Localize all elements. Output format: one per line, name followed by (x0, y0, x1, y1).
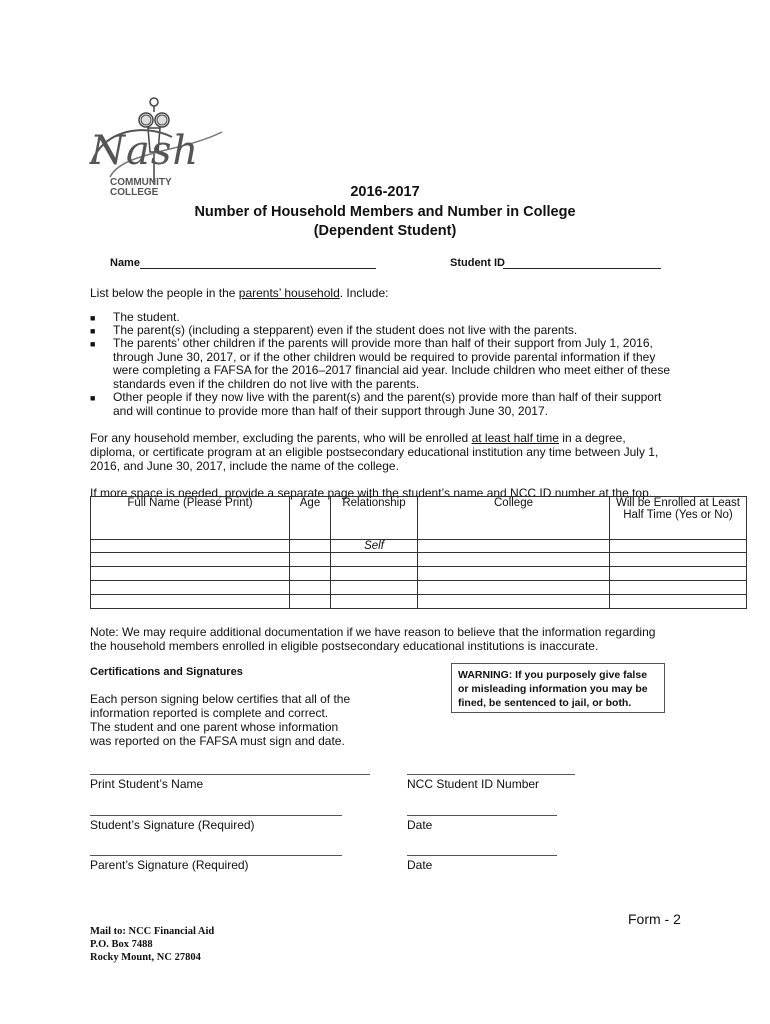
table-cell[interactable] (418, 567, 610, 581)
mail-line-2: P.O. Box 7488 (90, 939, 153, 950)
student-id-label: Student ID (450, 257, 505, 269)
col-header-relationship: Relationship (331, 497, 418, 540)
bullet-icon: ■ (90, 313, 96, 323)
table-cell[interactable] (418, 553, 610, 567)
logo-script-text: Nash (90, 128, 200, 174)
form-title: Number of Household Members and Number in College (194, 204, 576, 220)
table-cell[interactable] (610, 553, 747, 567)
table-cell[interactable] (610, 567, 747, 581)
table-cell[interactable] (418, 540, 610, 553)
bullet-item: The parents’ other children if the parents will provide more than half of their support from July 1, 2016, through June 30, 2017, or if the other children would be required to provide parental information if they were completing a FAFSA for the 2016–2017 financial aid year. Include children who meet either of these standards even if the children do not live with the parents. (113, 336, 671, 391)
student-id-field[interactable] (503, 268, 661, 269)
logo-text-college: COLLEGE (110, 187, 159, 198)
table-row (91, 553, 747, 567)
date2-label: Date (407, 858, 433, 872)
date2-line[interactable] (407, 855, 557, 856)
documentation-note: Note: We may require additional documentation if we have reason to believe that the information regarding the household members enrolled in eligible postsecondary educational institutions is inaccurate. (90, 625, 656, 653)
mail-line-1: Mail to: NCC Financial Aid (90, 926, 215, 937)
table-cell[interactable] (331, 567, 418, 581)
household-table (90, 496, 747, 609)
bullet-icon: ■ (90, 326, 96, 336)
intro-text: List below the people in the parents’ household. Include: (90, 286, 389, 300)
ncc-id-label: NCC Student ID Number (407, 777, 540, 791)
table-cell[interactable] (91, 540, 290, 553)
table-cell-self: Self (331, 540, 418, 553)
col-header-full-name: Full Name (Please Print) (91, 497, 290, 540)
date1-label: Date (407, 818, 433, 832)
ncc-id-line[interactable] (407, 774, 575, 775)
parent-signature-line[interactable] (90, 855, 342, 856)
table-cell[interactable] (418, 595, 610, 609)
student-signature-label: Student’s Signature (Required) (90, 818, 255, 832)
bullet-item: Other people if they now live with the parent(s) and the parent(s) provide more than half of their support and will continue to provide more than half of their support through June 30, 2017. (113, 390, 662, 418)
table-cell[interactable] (290, 553, 331, 567)
table-cell[interactable] (91, 595, 290, 609)
warning-box: WARNING: If you purposely give false or misleading information you may be fined, be sentenced to jail, or both. (451, 663, 665, 713)
form-number: Form - 2 (628, 911, 681, 927)
form-year: 2016-2017 (350, 184, 420, 200)
table-row (91, 567, 747, 581)
logo-text-community: COMMUNITY (110, 177, 172, 188)
table-cell[interactable] (290, 567, 331, 581)
table-cell[interactable] (331, 595, 418, 609)
table-header-row (91, 497, 747, 540)
form-subtitle: (Dependent Student) (313, 223, 457, 239)
bullet-item: The parent(s) (including a stepparent) even if the student does not live with the parents. (113, 323, 578, 337)
parent-signature-label: Parent’s Signature (Required) (90, 858, 249, 872)
bullet-icon: ■ (90, 339, 96, 349)
table-cell[interactable] (290, 540, 331, 553)
col-header-age: Age (290, 497, 331, 540)
certifications-heading: Certifications and Signatures (90, 666, 243, 678)
table-cell[interactable] (290, 595, 331, 609)
mail-line-3: Rocky Mount, NC 27804 (90, 952, 201, 963)
table-row (91, 595, 747, 609)
table-cell[interactable] (91, 553, 290, 567)
table-row (91, 540, 747, 553)
certifications-para2: The student and one parent whose information was reported on the FAFSA must sign and date. (90, 720, 345, 748)
print-name-label: Print Student’s Name (90, 777, 204, 791)
date1-line[interactable] (407, 815, 557, 816)
print-name-line[interactable] (90, 774, 370, 775)
col-header-enrolled: Will be Enrolled at Least Half Time (Yes or No) (610, 497, 747, 540)
table-cell[interactable] (331, 553, 418, 567)
student-signature-line[interactable] (90, 815, 342, 816)
table-cell[interactable] (610, 540, 747, 553)
name-label: Name (110, 257, 140, 269)
table-cell[interactable] (610, 595, 747, 609)
table-row (91, 581, 747, 595)
table-cell[interactable] (331, 581, 418, 595)
bullet-item: The student. (113, 310, 180, 324)
table-cell[interactable] (91, 581, 290, 595)
table-cell[interactable] (418, 581, 610, 595)
table-cell[interactable] (91, 567, 290, 581)
space-note: If more space is needed, provide a separate page with the student’s name and NCC ID number at the top. (90, 486, 653, 500)
table-cell[interactable] (610, 581, 747, 595)
bullet-icon: ■ (90, 393, 96, 403)
college-paragraph: For any household member, excluding the parents, who will be enrolled at least half time in a degree, diploma, or certificate program at an eligible postsecondary educational institution any time between July 1, 2016, and June 30, 2017, include the name of the college. (90, 431, 659, 473)
name-field[interactable] (140, 268, 376, 269)
table-cell[interactable] (290, 581, 331, 595)
certifications-para1: Each person signing below certifies that all of the information reported is complete and correct. (90, 692, 351, 720)
col-header-college: College (418, 497, 610, 540)
